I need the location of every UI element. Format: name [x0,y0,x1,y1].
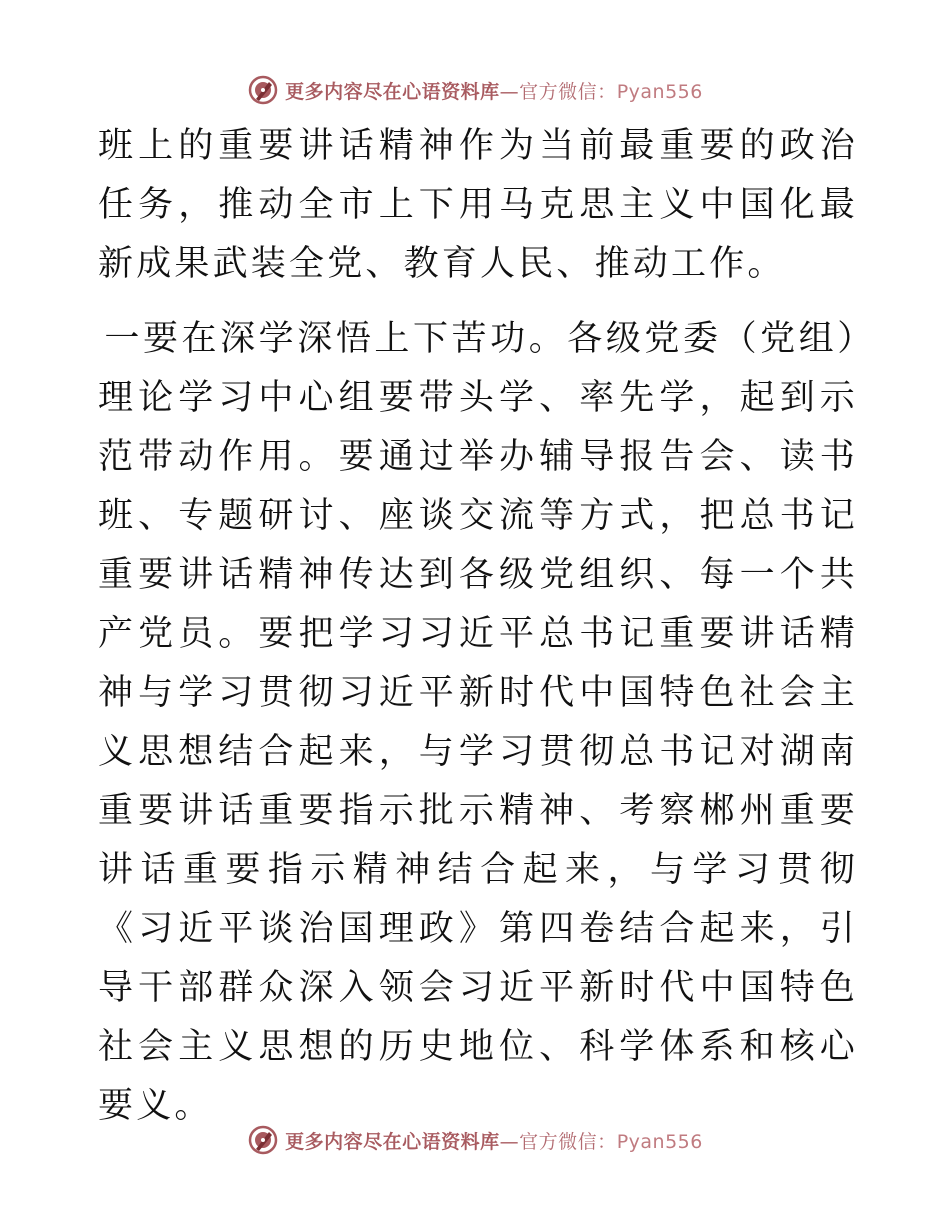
footer-watermark [0,1120,950,1160]
paragraph-deep-study-text: 一要在深学深悟上下苦功。各级党委（党组）理论学习中心组要带头学、率先学，起到示范带动作用。要通过举办辅导报告会、读书班、专题研讨、座谈交流等方式，把总书记重要讲话精神传达到各级党组织、每一个共产党员。要把学习习近平总书记重要讲话精神与学习贯彻习近平新时代中国特色社会主义思想结合起来，与学习贯彻总书记对湖南重要讲话重要指示批示精神、考察郴州重要讲话重要指示精神结合起来，与学习贯彻《习近平谈治国理政》第四卷结合起来，引导干部群众深入领会习近平新时代中国特色社会主义思想的历史地位、科学体系和核心要义。 [98,319,858,1126]
header-watermark [0,70,950,110]
paragraph-continuation: 班上的重要讲话精神作为当前最重要的政治任务，推动全市上下用马克思主义中国化最新成果武装全党、教育人民、推动工作。 [98,126,858,284]
pen-nib-circle-icon [247,74,279,106]
pen-nib-circle-icon [247,1124,279,1156]
watermark-dash: — [499,1130,520,1153]
watermark-dash: — [499,80,520,103]
watermark-wechat-label: 官方微信： [519,1130,617,1153]
watermark-wechat-id: Pyan556 [616,80,703,103]
watermark-wechat-id: Pyan556 [616,1130,703,1153]
watermark-main-text: 更多内容尽在心语资料库 [285,1130,500,1153]
watermark-wechat-label: 官方微信： [519,80,617,103]
paragraph-deep-study [98,310,858,1136]
watermark-main-text: 更多内容尽在心语资料库 [285,80,500,103]
